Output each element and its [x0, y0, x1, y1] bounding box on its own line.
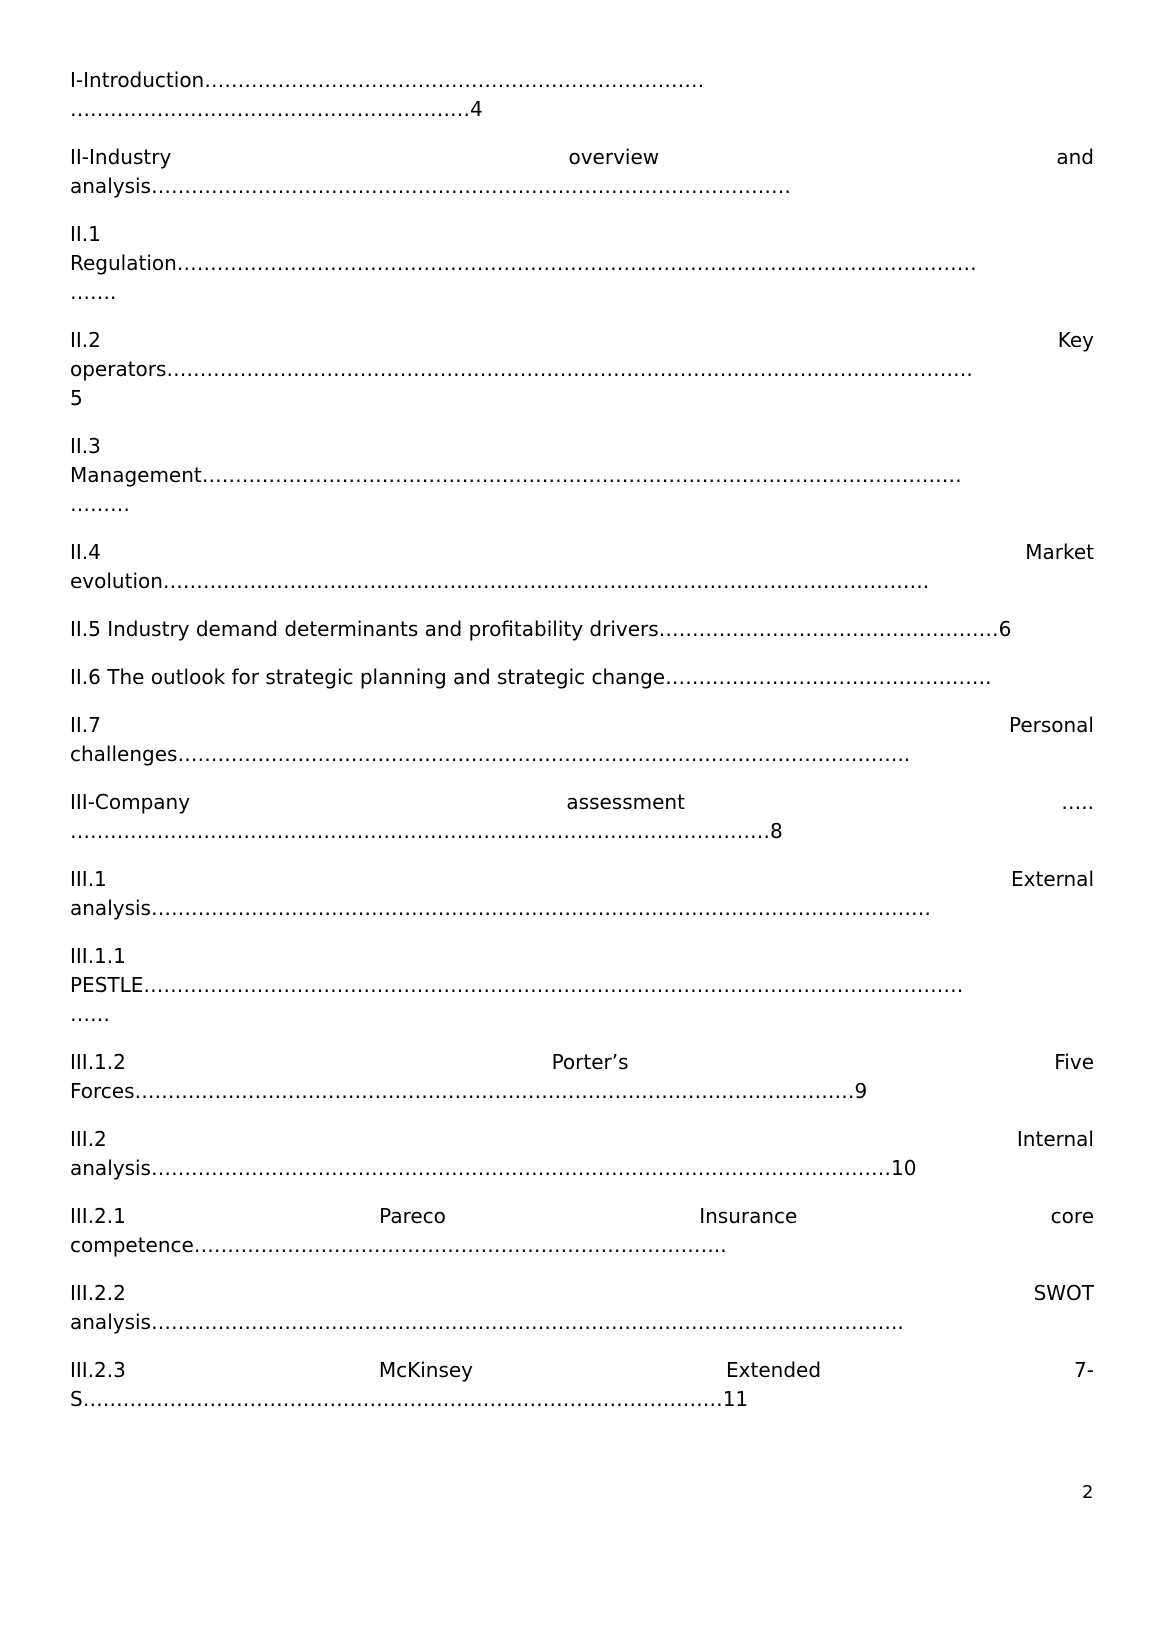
toc-entry-introduction[interactable] [70, 66, 1094, 124]
toc-word: Key [1057, 328, 1094, 352]
toc-entry-core-competence[interactable] [70, 1202, 1094, 1260]
toc-line: II.3 [70, 434, 101, 458]
toc-line: Forces………………………………………………………………………………………………9 [70, 1079, 868, 1103]
toc-word: II-Industry [70, 145, 172, 169]
toc-word: III.1 [70, 867, 107, 891]
toc-heading-line [70, 1356, 1094, 1385]
toc-word: Pareco [379, 1204, 446, 1228]
toc-entry-key-operators[interactable] [70, 326, 1094, 413]
toc-entry-porters-five-forces[interactable] [70, 1048, 1094, 1106]
toc-line: II.1 [70, 222, 101, 246]
toc-line: Management…………………………………………………………………………………………………… [70, 463, 962, 487]
toc-line: PESTLE…………………………………………………………………………………………………………… [70, 973, 964, 997]
toc-word: Extended [726, 1358, 822, 1382]
toc-line: 5 [70, 386, 83, 410]
toc-entry-pestle[interactable] [70, 942, 1094, 1029]
toc-word: II.2 [70, 328, 101, 352]
toc-heading-line [70, 1202, 1094, 1231]
toc-entry-regulation[interactable] [70, 220, 1094, 307]
toc-line: competence…………………………………………………………………….. [70, 1233, 727, 1257]
toc-line: operators…………………………………………………………………………………………………………. [70, 357, 973, 381]
toc-word: III.2 [70, 1127, 107, 1151]
toc-heading-line [70, 538, 1094, 567]
toc-entry-external-analysis[interactable] [70, 865, 1094, 923]
toc-line: ……… [70, 492, 130, 516]
toc-line: II.6 The outlook for strategic planning and strategic change…………………………………………. [70, 665, 992, 689]
toc-word: Insurance [699, 1204, 798, 1228]
toc-word: Five [1054, 1050, 1094, 1074]
toc-word: III.2.2 [70, 1281, 126, 1305]
toc-word: II.4 [70, 540, 101, 564]
toc-line: II.5 Industry demand determinants and profitability drivers……………………………………………6 [70, 617, 1012, 641]
toc-word: III.1.2 [70, 1050, 126, 1074]
toc-line: analysis……………………………………………………………………………………………………… [70, 896, 931, 920]
toc-word: Porter’s [551, 1050, 629, 1074]
toc-heading-line [70, 143, 1094, 172]
toc-line: Regulation………………………………………………………………………………………………………… [70, 251, 977, 275]
toc-word: III-Company [70, 790, 191, 814]
toc-line: ……………………………………………………4 [70, 97, 483, 121]
toc-entry-mckinsey-7s[interactable] [70, 1356, 1094, 1414]
toc-heading-line [70, 865, 1094, 894]
toc-heading-line [70, 326, 1094, 355]
toc-word: II.7 [70, 713, 101, 737]
toc-entry-market-evolution[interactable] [70, 538, 1094, 596]
toc-line: analysis…………………………………………………………………………………… [70, 174, 791, 198]
toc-heading-line [70, 1279, 1094, 1308]
toc-word: 7- [1074, 1358, 1094, 1382]
toc-entry-personal-challenges[interactable] [70, 711, 1094, 769]
toc-line: I-Introduction………………………………………………………………… [70, 68, 705, 92]
toc-entry-strategic-outlook[interactable] [70, 663, 1094, 692]
toc-word: assessment [566, 790, 685, 814]
toc-entry-industry-overview[interactable] [70, 143, 1094, 201]
toc-word: SWOT [1033, 1281, 1094, 1305]
toc-line: analysis………………………………………………………………………………………………….. [70, 1310, 904, 1334]
toc-line: evolution……………………………………………………………………………………………………. [70, 569, 930, 593]
toc-word: External [1011, 867, 1094, 891]
toc-entry-internal-analysis[interactable] [70, 1125, 1094, 1183]
toc-line: ……………………………………………………………………………………………8 [70, 819, 783, 843]
toc-word: Market [1025, 540, 1094, 564]
toc-word: core [1050, 1204, 1094, 1228]
toc-heading-line [70, 788, 1094, 817]
toc-line: S……………………………………………………………………………………11 [70, 1387, 749, 1411]
toc-word: III.2.3 [70, 1358, 126, 1382]
toc-word: ….. [1061, 790, 1094, 814]
toc-entry-management[interactable] [70, 432, 1094, 519]
toc-word: Personal [1008, 713, 1094, 737]
toc-heading-line [70, 1048, 1094, 1077]
toc-heading-line [70, 1125, 1094, 1154]
toc-entry-company-assessment[interactable] [70, 788, 1094, 846]
toc-line: …… [70, 1002, 110, 1026]
toc-line: challenges……………………………………………………………………………………………….. [70, 742, 911, 766]
toc-word: overview [568, 145, 660, 169]
toc-word: III.2.1 [70, 1204, 126, 1228]
toc-word: McKinsey [378, 1358, 474, 1382]
toc-entry-demand-determinants[interactable] [70, 615, 1094, 644]
toc-line: ……. [70, 280, 117, 304]
toc-word: Internal [1016, 1127, 1094, 1151]
toc-entry-swot-analysis[interactable] [70, 1279, 1094, 1337]
table-of-contents [70, 66, 1094, 1433]
page-number: 2 [1082, 1482, 1094, 1503]
toc-line: III.1.1 [70, 944, 126, 968]
toc-line: analysis…………………………………………………………………………………………………10 [70, 1156, 917, 1180]
toc-word: and [1056, 145, 1094, 169]
toc-heading-line [70, 711, 1094, 740]
